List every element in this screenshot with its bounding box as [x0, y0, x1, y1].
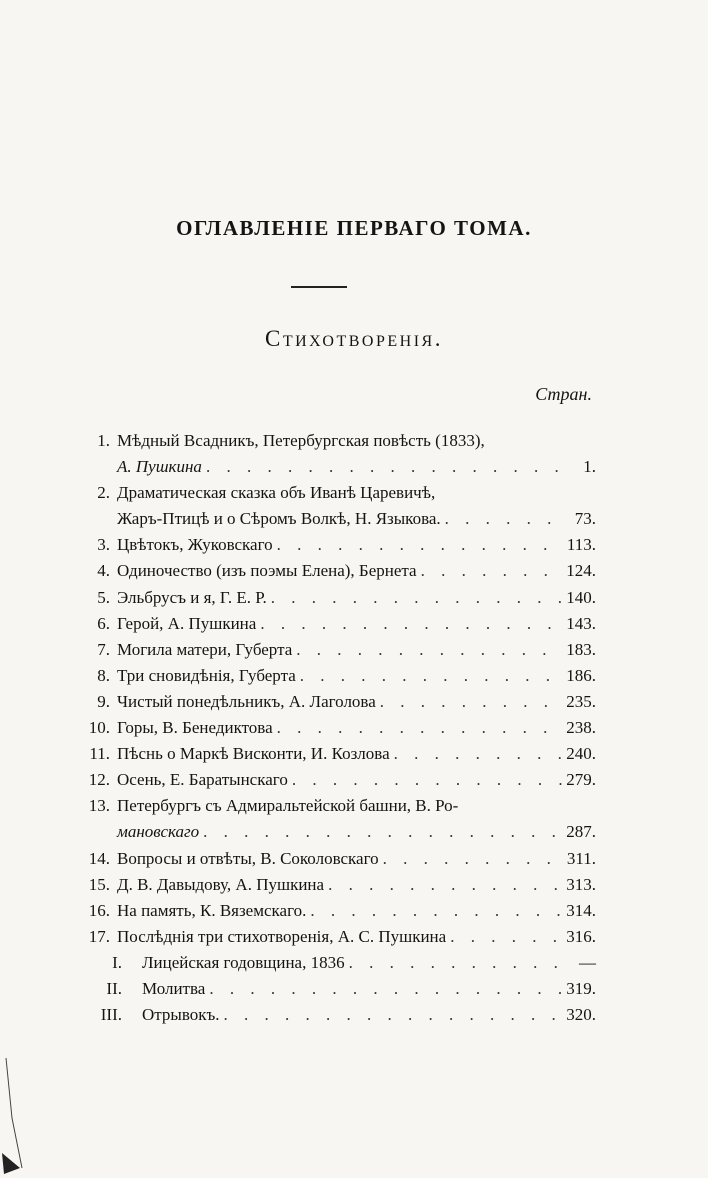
entry-number: 14.: [88, 848, 110, 868]
toc-entry: [76, 872, 596, 898]
subentry-page: 320.: [566, 1005, 596, 1025]
entry-page: 140.: [566, 587, 596, 607]
toc-entry: [76, 846, 596, 872]
entry-title: Петербургъ съ Адмиральтейской башни, В. Ро-: [117, 796, 459, 816]
entry-title: На память, К. Вяземскаго.: [117, 900, 307, 920]
entry-number: 13.: [88, 796, 110, 816]
toc-subentry: [76, 950, 596, 976]
subentry-number: II.: [106, 978, 122, 998]
toc-entry-continuation: [76, 454, 596, 480]
subentry-number: III.: [100, 1005, 122, 1025]
entry-title: Пѣснь о Маркѣ Висконти, И. Козлова: [117, 744, 390, 764]
toc-subentry: [76, 1002, 596, 1028]
toc-entry-continuation: [76, 506, 596, 532]
dot-leader: [277, 715, 562, 741]
entry-title: Д. В. Давыдову, А. Пушкина: [117, 874, 325, 894]
toc-entry: [76, 689, 596, 715]
toc-entry: [76, 558, 596, 584]
entry-title: Эльбрусъ и я, Г. Е. Р.: [117, 587, 267, 607]
entry-title: Вопросы и отвѣты, В. Соколовскаго: [117, 848, 379, 868]
entry-title: А. Пушкина: [117, 457, 202, 477]
toc-entry: [76, 532, 596, 558]
dot-leader: [277, 532, 562, 558]
dot-leader: [450, 924, 562, 950]
dot-leader: [203, 819, 562, 845]
page-column-label: Стран.: [535, 384, 592, 404]
toc-entry: [76, 793, 596, 819]
toc-entry: [76, 767, 596, 793]
dot-leader: [349, 950, 562, 976]
toc-entry: [76, 637, 596, 663]
entry-page: 143.: [566, 613, 596, 633]
dot-leader: [328, 872, 562, 898]
toc-entry: [76, 924, 596, 950]
entry-title: Могила матери, Губерта: [117, 639, 293, 659]
entry-number: 17.: [88, 926, 110, 946]
entry-title: Герой, А. Пушкина: [117, 613, 257, 633]
toc-entry: [76, 480, 596, 506]
toc-subentry: [76, 976, 596, 1002]
entry-page: 1.: [583, 457, 596, 477]
entry-number: 4.: [97, 561, 110, 581]
dot-leader: [380, 689, 562, 715]
subentry-title: Лицейская годовщина, 1836: [142, 952, 345, 972]
entry-number: 11.: [89, 744, 110, 764]
entry-page: 124.: [566, 561, 596, 581]
toc-entry: [76, 715, 596, 741]
toc-entry: [76, 428, 596, 454]
scan-edge-marks: [0, 1058, 40, 1178]
entry-title: Цвѣтокъ, Жуковскаго: [117, 535, 273, 555]
entry-page: 240.: [566, 744, 596, 764]
dot-leader: [224, 1002, 562, 1028]
dot-leader: [394, 741, 562, 767]
entry-title: Осень, Е. Баратынскаго: [117, 770, 288, 790]
subentry-number: I.: [112, 952, 122, 972]
entry-number: 6.: [97, 613, 110, 633]
toc-entry: [76, 741, 596, 767]
toc-entry: [76, 611, 596, 637]
entry-number: 9.: [97, 691, 110, 711]
entry-page: 186.: [566, 665, 596, 685]
entry-page: 235.: [566, 691, 596, 711]
entry-number: 8.: [97, 665, 110, 685]
entry-page: 183.: [566, 639, 596, 659]
entry-page: 314.: [566, 900, 596, 920]
dot-leader: [271, 585, 562, 611]
dot-leader: [209, 976, 562, 1002]
page-title: ОГЛАВЛЕНІЕ ПЕРВАГО ТОМА.: [176, 216, 532, 240]
entry-number: 15.: [88, 874, 110, 894]
subentry-title: Молитва: [142, 978, 206, 998]
entry-number: 1.: [97, 431, 110, 450]
dot-leader: [383, 846, 562, 872]
entry-number: 7.: [97, 639, 110, 659]
entry-page: 316.: [566, 926, 596, 946]
toc-entry: [76, 663, 596, 689]
entry-page: 313.: [566, 874, 596, 894]
dot-leader: [421, 558, 562, 584]
entry-title: Жаръ-Птицѣ и о Сѣромъ Волкѣ, Н. Языкова.: [117, 509, 441, 529]
entry-title: Три сновидѣнія, Губерта: [117, 665, 296, 685]
dot-leader: [206, 454, 562, 480]
entry-title: Послѣднія три стихотворенія, А. С. Пушкина: [117, 926, 447, 946]
entry-title: Одиночество (изъ поэмы Елена), Бернета: [117, 561, 417, 581]
entry-page: 73.: [574, 509, 596, 529]
toc-entry: [76, 585, 596, 611]
dot-leader: [445, 506, 562, 532]
entry-number: 16.: [88, 900, 110, 920]
entry-number: 3.: [97, 535, 110, 555]
entry-number: 5.: [97, 587, 110, 607]
dot-leader: [296, 637, 562, 663]
entry-title: мановскаго: [117, 822, 200, 842]
subentry-title: Отрывокъ.: [142, 1005, 220, 1025]
entry-title: Мѣдный Всадникъ, Петербургская повѣсть (1833),: [117, 431, 485, 450]
entry-number: 12.: [88, 770, 110, 790]
entry-title: Чистый понедѣльникъ, А. Лаголова: [117, 691, 376, 711]
subentry-page: —: [579, 952, 596, 972]
toc-entry: [76, 898, 596, 924]
dot-leader: [292, 767, 562, 793]
section-heading: Стихотворенія.: [265, 326, 443, 351]
dot-leader: [260, 611, 562, 637]
toc-entry-continuation: [76, 819, 596, 845]
entry-number: 10.: [88, 718, 110, 738]
dot-leader: [300, 663, 562, 689]
entry-page: 287.: [566, 822, 596, 842]
entry-number: 2.: [97, 483, 110, 503]
dot-leader: [310, 898, 562, 924]
entry-title: Горы, В. Бенедиктова: [117, 718, 273, 738]
entry-page: 279.: [566, 770, 596, 790]
entry-page: 113.: [566, 535, 596, 555]
entry-page: 311.: [566, 848, 596, 868]
subentry-page: 319.: [566, 978, 596, 998]
table-of-contents: [76, 428, 596, 1028]
entry-title: Драматическая сказка объ Иванѣ Царевичѣ,: [117, 483, 436, 503]
entry-page: 238.: [566, 718, 596, 738]
title-divider: [291, 286, 347, 288]
